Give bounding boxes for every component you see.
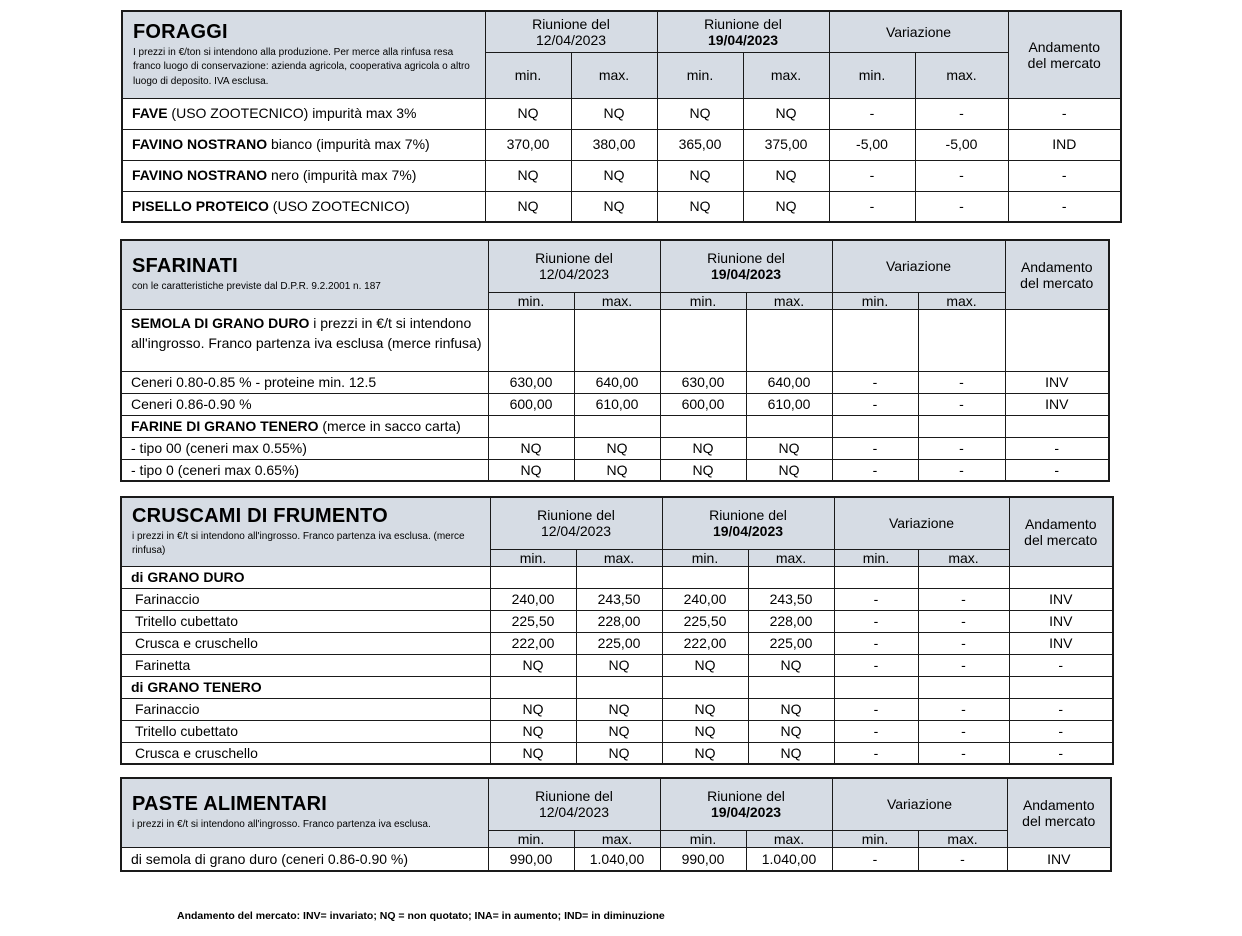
- variation-header: Variazione: [834, 497, 1009, 549]
- row-label-bold: FARINE DI GRANO TENERO: [131, 418, 319, 435]
- curr-min-cell: 630,00: [660, 371, 746, 393]
- prev-min-cell: NQ: [490, 742, 576, 764]
- min-header: min.: [662, 549, 748, 566]
- row-label-text: (USO ZOOTECNICO): [268, 198, 410, 215]
- prev-max-cell: [574, 309, 660, 371]
- section-header: [121, 240, 488, 309]
- var-min-cell: -: [832, 459, 918, 481]
- table-row: [122, 98, 1121, 129]
- curr-meeting-header: Riunione del 19/04/2023: [657, 11, 829, 52]
- max-header: max.: [574, 830, 660, 847]
- prev-max-cell: 1.040,00: [574, 847, 660, 871]
- var-min-cell: -: [832, 437, 918, 459]
- prev-max-cell: NQ: [574, 459, 660, 481]
- curr-max-cell: NQ: [746, 459, 832, 481]
- market-trend-cell: -: [1009, 698, 1113, 720]
- market-trend-cell: INV: [1009, 588, 1113, 610]
- table-row: [122, 160, 1121, 191]
- curr-min-cell: [660, 415, 746, 437]
- var-min-cell: -: [832, 371, 918, 393]
- prev-min-cell: NQ: [488, 459, 574, 481]
- variation-header: Variazione: [832, 240, 1005, 292]
- market-trend-cell: -: [1005, 437, 1109, 459]
- row-label-text: Tritello cubettato: [135, 613, 238, 630]
- row-label-text: bianco (impurità max 7%): [267, 136, 430, 153]
- var-min-cell: -: [829, 98, 915, 129]
- row-label-text: Ceneri 0.80-0.85 % - proteine min. 12.5: [131, 374, 377, 391]
- prev-min-cell: 630,00: [488, 371, 574, 393]
- var-max-cell: -: [918, 371, 1005, 393]
- table-row: [122, 129, 1121, 160]
- row-label: [122, 98, 485, 129]
- min-header: min.: [657, 52, 743, 98]
- var-min-cell: [834, 676, 918, 698]
- market-trend-cell: [1009, 676, 1113, 698]
- var-min-cell: -: [834, 610, 918, 632]
- table-row: [121, 437, 1109, 459]
- prev-max-cell: NQ: [576, 654, 662, 676]
- var-max-cell: -: [918, 437, 1005, 459]
- curr-min-cell: 222,00: [662, 632, 748, 654]
- row-label-text: nero (impurità max 7%): [267, 167, 417, 184]
- market-trend-header: Andamento del mercato: [1005, 240, 1109, 309]
- var-max-cell: -: [915, 160, 1008, 191]
- prev-min-cell: 990,00: [488, 847, 574, 871]
- row-label-text: Ceneri 0.86-0.90 %: [131, 396, 252, 413]
- min-header: min.: [834, 549, 918, 566]
- max-header: max.: [918, 830, 1007, 847]
- prev-min-cell: 240,00: [490, 588, 576, 610]
- min-header: min.: [832, 292, 918, 309]
- table-row: [121, 632, 1113, 654]
- curr-max-cell: 640,00: [746, 371, 832, 393]
- curr-max-cell: [748, 676, 834, 698]
- curr-max-cell: [746, 309, 832, 371]
- curr-min-cell: 225,50: [662, 610, 748, 632]
- var-max-cell: -: [918, 588, 1009, 610]
- row-label: [121, 437, 488, 459]
- curr-min-cell: NQ: [657, 98, 743, 129]
- var-min-cell: -: [834, 742, 918, 764]
- table-row: [121, 654, 1113, 676]
- prev-max-cell: [576, 676, 662, 698]
- sfarinati-table: [120, 239, 1110, 482]
- prev-min-cell: NQ: [485, 160, 571, 191]
- var-max-cell: [918, 309, 1005, 371]
- row-label-text: di semola di grano duro (ceneri 0.86-0.90 %): [131, 850, 409, 867]
- table-row: [121, 309, 1109, 371]
- prev-meeting-header: Riunione del 12/04/2023: [490, 497, 662, 549]
- var-max-cell: -: [918, 632, 1009, 654]
- section-subtitle: i prezzi in €/t si intendono all'ingrosso. Franco partenza iva esclusa. (merce rinfusa): [132, 530, 465, 557]
- curr-min-cell: NQ: [662, 720, 748, 742]
- curr-max-cell: NQ: [746, 437, 832, 459]
- row-label-bold: SEMOLA DI GRANO DURO: [131, 314, 310, 331]
- min-header: min.: [485, 52, 571, 98]
- var-max-cell: -: [918, 654, 1009, 676]
- var-max-cell: -: [915, 191, 1008, 222]
- var-max-cell: -5,00: [915, 129, 1008, 160]
- row-label: [121, 742, 490, 764]
- curr-min-cell: 240,00: [662, 588, 748, 610]
- curr-max-cell: 225,00: [748, 632, 834, 654]
- table-row: [121, 720, 1113, 742]
- curr-max-cell: 1.040,00: [746, 847, 832, 871]
- table-row: [122, 191, 1121, 222]
- row-label: [121, 415, 488, 437]
- row-label: [121, 676, 490, 698]
- prev-min-cell: [488, 415, 574, 437]
- row-label: [121, 371, 488, 393]
- prev-max-cell: 225,00: [576, 632, 662, 654]
- section-title: SFARINATI: [132, 255, 238, 278]
- prev-max-cell: 380,00: [571, 129, 657, 160]
- curr-min-cell: NQ: [660, 459, 746, 481]
- max-header: max.: [915, 52, 1008, 98]
- max-header: max.: [918, 292, 1005, 309]
- market-trend-header: Andamento del mercato: [1009, 497, 1113, 566]
- prev-min-cell: NQ: [485, 191, 571, 222]
- row-label-text: Farinaccio: [135, 701, 200, 718]
- table-row: [121, 459, 1109, 481]
- market-trend-cell: -: [1009, 654, 1113, 676]
- row-label: [121, 654, 490, 676]
- table-row: [121, 698, 1113, 720]
- var-min-cell: -: [834, 632, 918, 654]
- row-label: [121, 720, 490, 742]
- row-label: [121, 698, 490, 720]
- prev-max-cell: NQ: [576, 742, 662, 764]
- prev-min-cell: NQ: [490, 698, 576, 720]
- prev-min-cell: 370,00: [485, 129, 571, 160]
- market-trend-cell: -: [1008, 191, 1121, 222]
- prev-max-cell: [574, 415, 660, 437]
- curr-max-cell: 375,00: [743, 129, 829, 160]
- prev-min-cell: 222,00: [490, 632, 576, 654]
- row-label-text: i prezzi in €/t si intendono all'ingrosso. Franco partenza iva esclusa (merce rinfusa): [131, 314, 482, 351]
- row-label-text: (merce in sacco carta): [318, 418, 461, 435]
- max-header: max.: [571, 52, 657, 98]
- curr-meeting-header: Riunione del 19/04/2023: [662, 497, 834, 549]
- market-trend-cell: INV: [1009, 610, 1113, 632]
- curr-max-cell: NQ: [743, 98, 829, 129]
- section-subtitle: con le caratteristiche previste dal D.P.R. 9.2.2001 n. 187: [132, 281, 381, 293]
- max-header: max.: [748, 549, 834, 566]
- curr-min-cell: NQ: [657, 160, 743, 191]
- cruscami-table: [120, 496, 1114, 765]
- row-label-bold: FAVINO NOSTRANO: [132, 136, 268, 153]
- min-header: min.: [488, 830, 574, 847]
- curr-max-cell: NQ: [748, 698, 834, 720]
- var-min-cell: -5,00: [829, 129, 915, 160]
- var-max-cell: -: [918, 720, 1009, 742]
- row-label-bold: PISELLO PROTEICO: [132, 198, 269, 215]
- var-min-cell: -: [832, 847, 918, 871]
- row-label: [121, 566, 490, 588]
- prev-min-cell: 600,00: [488, 393, 574, 415]
- curr-max-cell: 243,50: [748, 588, 834, 610]
- var-min-cell: -: [834, 588, 918, 610]
- row-label-text: Crusca e cruschello: [135, 635, 258, 652]
- section-title: FORAGGI: [133, 20, 228, 43]
- curr-min-cell: 600,00: [660, 393, 746, 415]
- prev-max-cell: 610,00: [574, 393, 660, 415]
- row-label-bold: FAVE: [132, 105, 168, 122]
- curr-min-cell: [660, 309, 746, 371]
- table-row: [121, 742, 1113, 764]
- table-row: [121, 415, 1109, 437]
- var-max-cell: [918, 566, 1009, 588]
- curr-max-cell: NQ: [748, 720, 834, 742]
- min-header: min.: [832, 830, 918, 847]
- curr-max-cell: [746, 415, 832, 437]
- market-trend-cell: [1009, 566, 1113, 588]
- curr-max-cell: NQ: [743, 191, 829, 222]
- prev-max-cell: 228,00: [576, 610, 662, 632]
- prev-min-cell: 225,50: [490, 610, 576, 632]
- prev-max-cell: NQ: [571, 98, 657, 129]
- var-max-cell: -: [918, 847, 1007, 871]
- prev-max-cell: NQ: [574, 437, 660, 459]
- curr-min-cell: [662, 566, 748, 588]
- section-title: CRUSCAMI DI FRUMENTO: [132, 504, 388, 527]
- table-row: [121, 588, 1113, 610]
- prev-meeting-header: Riunione del 12/04/2023: [488, 778, 660, 830]
- variation-header: Variazione: [829, 11, 1008, 52]
- market-trend-cell: [1005, 415, 1109, 437]
- row-label: [122, 129, 485, 160]
- market-trend-header: Andamento del mercato: [1007, 778, 1111, 847]
- row-label: [121, 393, 488, 415]
- row-label: [121, 632, 490, 654]
- curr-max-cell: 610,00: [746, 393, 832, 415]
- row-label-text: Tritello cubettato: [135, 723, 238, 740]
- curr-min-cell: 990,00: [660, 847, 746, 871]
- curr-max-cell: NQ: [748, 654, 834, 676]
- var-min-cell: -: [834, 698, 918, 720]
- var-max-cell: -: [918, 610, 1009, 632]
- var-max-cell: -: [915, 98, 1008, 129]
- prev-min-cell: [490, 566, 576, 588]
- min-header: min.: [488, 292, 574, 309]
- market-trend-header: Andamento del mercato: [1008, 11, 1121, 98]
- prev-max-cell: NQ: [576, 720, 662, 742]
- section-subtitle: I prezzi in €/ton si intendono alla produzione. Per merce alla rinfusa resa franco luogo di conservazione: azienda agricola, cooperativa agricola o altro luogo di deposito. IVA esclusa.: [133, 46, 470, 87]
- var-max-cell: -: [918, 742, 1009, 764]
- market-trend-cell: -: [1009, 742, 1113, 764]
- row-label: [121, 309, 488, 371]
- curr-min-cell: 365,00: [657, 129, 743, 160]
- min-header: min.: [660, 830, 746, 847]
- market-trend-legend: Andamento del mercato: INV= invariato; NQ = non quotato; INA= in aumento; IND= in diminuzione: [177, 910, 665, 922]
- curr-min-cell: NQ: [662, 742, 748, 764]
- market-trend-cell: -: [1009, 720, 1113, 742]
- max-header: max.: [743, 52, 829, 98]
- prev-max-cell: 243,50: [576, 588, 662, 610]
- table-row: [121, 566, 1113, 588]
- var-min-cell: -: [829, 191, 915, 222]
- table-row: [121, 393, 1109, 415]
- prev-max-cell: [576, 566, 662, 588]
- var-min-cell: -: [834, 654, 918, 676]
- foraggi-table: [121, 10, 1122, 223]
- prev-max-cell: NQ: [571, 160, 657, 191]
- curr-meeting-header: Riunione del 19/04/2023: [660, 778, 832, 830]
- row-label: [122, 160, 485, 191]
- prev-min-cell: NQ: [490, 720, 576, 742]
- market-trend-cell: INV: [1009, 632, 1113, 654]
- prev-meeting-header: Riunione del 12/04/2023: [485, 11, 657, 52]
- prev-min-cell: NQ: [488, 437, 574, 459]
- market-trend-cell: INV: [1007, 847, 1111, 871]
- row-label-text: Farinetta: [135, 657, 191, 674]
- min-header: min.: [829, 52, 915, 98]
- market-trend-cell: -: [1008, 98, 1121, 129]
- prev-meeting-header: Riunione del 12/04/2023: [488, 240, 660, 292]
- table-row: [121, 847, 1111, 871]
- min-header: min.: [660, 292, 746, 309]
- row-label: [122, 191, 485, 222]
- var-min-cell: [834, 566, 918, 588]
- curr-max-cell: 228,00: [748, 610, 834, 632]
- prev-min-cell: NQ: [485, 98, 571, 129]
- row-label-text: Farinaccio: [135, 591, 200, 608]
- curr-max-cell: NQ: [743, 160, 829, 191]
- var-min-cell: -: [829, 160, 915, 191]
- curr-max-cell: [748, 566, 834, 588]
- curr-meeting-header: Riunione del 19/04/2023: [660, 240, 832, 292]
- row-label: [121, 847, 488, 871]
- section-subtitle: i prezzi in €/t si intendono all'ingrosso. Franco partenza iva esclusa.: [132, 819, 431, 831]
- var-max-cell: -: [918, 698, 1009, 720]
- prev-min-cell: [488, 309, 574, 371]
- market-trend-cell: IND: [1008, 129, 1121, 160]
- row-label-text: - tipo 0 (ceneri max 0.65%): [131, 461, 300, 478]
- max-header: max.: [746, 830, 832, 847]
- max-header: max.: [576, 549, 662, 566]
- prev-max-cell: NQ: [576, 698, 662, 720]
- var-max-cell: -: [918, 393, 1005, 415]
- row-label: [121, 459, 488, 481]
- var-min-cell: -: [834, 720, 918, 742]
- market-trend-cell: -: [1005, 459, 1109, 481]
- row-label: [121, 588, 490, 610]
- var-min-cell: -: [832, 393, 918, 415]
- prev-max-cell: NQ: [571, 191, 657, 222]
- section-header: [121, 497, 490, 566]
- prev-max-cell: 640,00: [574, 371, 660, 393]
- curr-min-cell: NQ: [660, 437, 746, 459]
- table-row: [121, 676, 1113, 698]
- section-header: [121, 778, 488, 847]
- row-label-text: - tipo 00 (ceneri max 0.55%): [131, 440, 307, 457]
- market-trend-cell: [1005, 309, 1109, 371]
- min-header: min.: [490, 549, 576, 566]
- row-label: [121, 610, 490, 632]
- table-row: [121, 371, 1109, 393]
- curr-min-cell: [662, 676, 748, 698]
- var-max-cell: [918, 676, 1009, 698]
- row-label-text: Crusca e cruschello: [135, 744, 258, 761]
- row-label-bold: di GRANO DURO: [131, 569, 245, 586]
- market-trend-cell: -: [1008, 160, 1121, 191]
- max-header: max.: [574, 292, 660, 309]
- row-label-bold: FAVINO NOSTRANO: [132, 167, 268, 184]
- prev-min-cell: NQ: [490, 654, 576, 676]
- curr-min-cell: NQ: [662, 698, 748, 720]
- max-header: max.: [918, 549, 1009, 566]
- var-max-cell: [918, 415, 1005, 437]
- var-max-cell: -: [918, 459, 1005, 481]
- market-trend-cell: INV: [1005, 393, 1109, 415]
- max-header: max.: [746, 292, 832, 309]
- var-min-cell: [832, 415, 918, 437]
- section-header: [122, 11, 485, 98]
- curr-max-cell: NQ: [748, 742, 834, 764]
- section-title: PASTE ALIMENTARI: [132, 793, 328, 816]
- market-trend-cell: INV: [1005, 371, 1109, 393]
- prev-min-cell: [490, 676, 576, 698]
- table-row: [121, 610, 1113, 632]
- row-label-bold: di GRANO TENERO: [131, 679, 262, 696]
- curr-min-cell: NQ: [662, 654, 748, 676]
- curr-min-cell: NQ: [657, 191, 743, 222]
- row-label-text: (USO ZOOTECNICO) impurità max 3%: [167, 105, 417, 122]
- paste-table: [120, 777, 1112, 872]
- var-min-cell: [832, 309, 918, 371]
- variation-header: Variazione: [832, 778, 1007, 830]
